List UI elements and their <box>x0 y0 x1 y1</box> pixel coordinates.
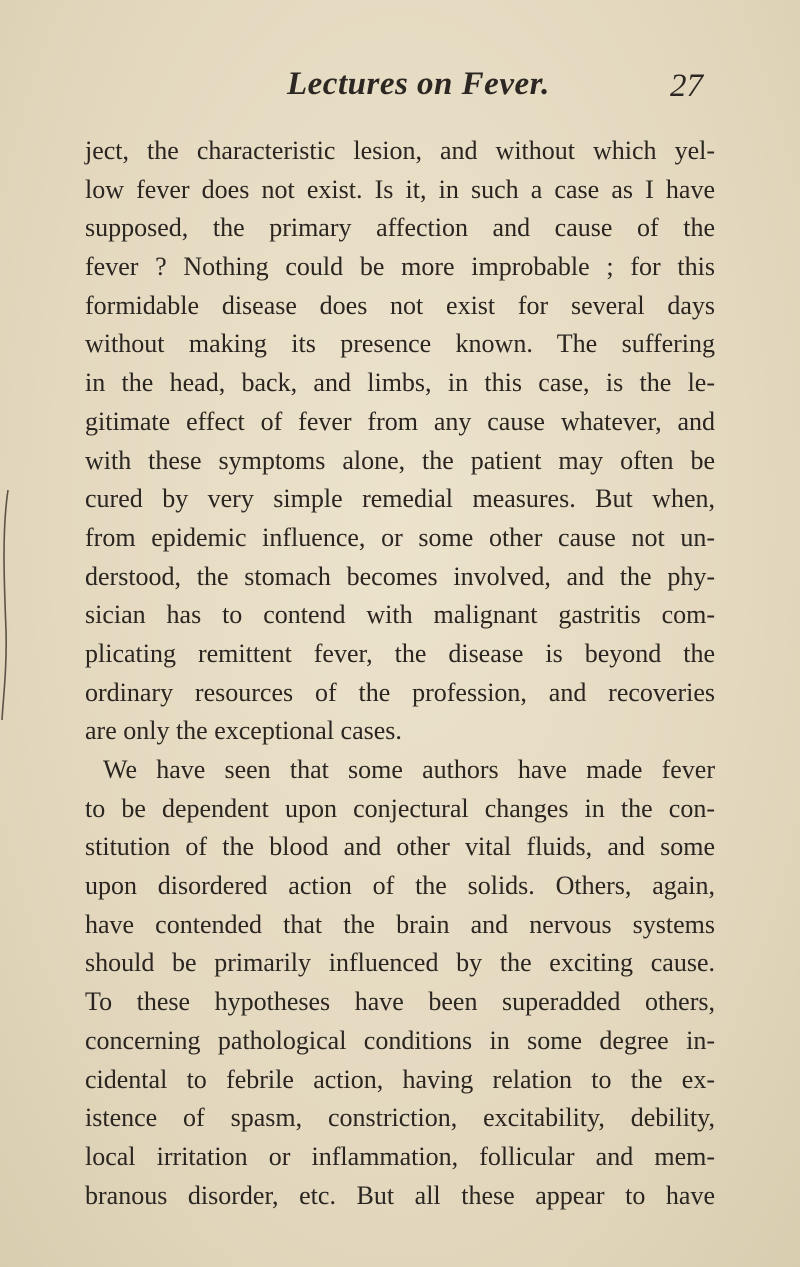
text-line: local irritation or inflammation, follicular and mem- <box>85 1141 715 1171</box>
text-line: branous disorder, etc. But all these appear to have <box>85 1180 715 1210</box>
text-line: to be dependent upon conjectural changes in the con- <box>85 793 715 823</box>
text-line: stitution of the blood and other vital fluids, and some <box>85 832 715 862</box>
text-line: have contended that the brain and nervous systems <box>85 909 715 939</box>
running-title: Lectures on Fever. <box>287 66 550 102</box>
text-line: should be primarily influenced by the exciting cause. <box>85 948 715 978</box>
text-line: concerning pathological conditions in some degree in- <box>85 1025 715 1055</box>
text-line: with these symptoms alone, the patient may often be <box>85 445 715 475</box>
text-line: cidental to febrile action, having relation to the ex- <box>85 1064 715 1094</box>
text-line: supposed, the primary affection and cause of the <box>85 213 715 243</box>
text-line: low fever does not exist. Is it, in such a case as I have <box>85 174 715 204</box>
text-line: sician has to contend with malignant gastritis com- <box>85 600 715 630</box>
page-header <box>0 66 800 106</box>
text-line: upon disordered action of the solids. Others, again, <box>85 871 715 901</box>
text-line-paragraph-end: are only the exceptional cases. <box>85 716 402 746</box>
text-line: formidable disease does not exist for several days <box>85 290 715 320</box>
text-line: plicating remittent fever, the disease is beyond the <box>85 638 715 668</box>
body-text <box>85 132 715 1215</box>
text-line: fever ? Nothing could be more improbable ; for this <box>85 252 715 282</box>
text-line: from epidemic influence, or some other cause not un- <box>85 522 715 552</box>
text-line: ordinary resources of the profession, and recoveries <box>85 677 715 707</box>
page-number: 27 <box>670 68 703 104</box>
text-line: derstood, the stomach becomes involved, and the phy- <box>85 561 715 591</box>
text-line: istence of spasm, constriction, excitability, debility, <box>85 1103 715 1133</box>
text-line: in the head, back, and limbs, in this case, is the le- <box>85 368 715 398</box>
text-line-paragraph-start: We have seen that some authors have made fever <box>103 755 715 784</box>
text-line: without making its presence known. The suffering <box>85 329 715 359</box>
text-line: gitimate effect of fever from any cause whatever, and <box>85 406 715 436</box>
text-line: cured by very simple remedial measures. But when, <box>85 484 715 514</box>
text-line: To these hypotheses have been superadded others, <box>85 987 715 1017</box>
page-edge-shadow <box>0 490 10 720</box>
text-line: ject, the characteristic lesion, and without which yel- <box>85 136 715 165</box>
